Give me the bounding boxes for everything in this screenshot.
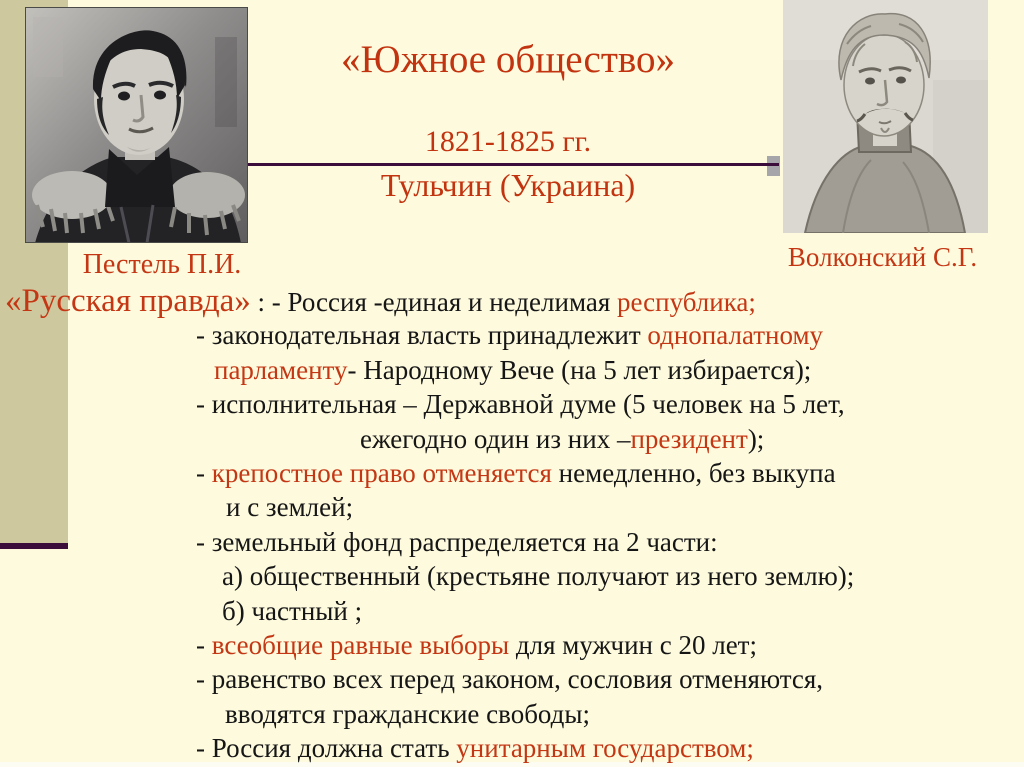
body-segment: республика;	[617, 287, 756, 317]
body-line	[0, 422, 1024, 456]
body-segment: однопалатному	[647, 320, 824, 351]
pestel-caption: Пестель П.И.	[82, 249, 242, 280]
body-segment: );	[747, 423, 765, 454]
body-segment: -	[196, 629, 212, 660]
body-line	[0, 318, 1024, 352]
body-segment: вводятся гражданские свободы;	[225, 698, 591, 729]
volkonsky-portrait-image	[783, 0, 988, 233]
body-line	[0, 387, 1024, 421]
body-segment: парламенту	[214, 354, 348, 385]
body-segment: - Народному Вече (на 5 лет избирается);	[347, 354, 812, 385]
body-line	[0, 628, 1024, 662]
body-line	[0, 353, 1024, 387]
body-segment: ежегодно один из них –	[360, 423, 631, 454]
body-line	[0, 697, 1024, 731]
body-line	[0, 525, 1024, 559]
body-segment: - земельный фонд распределяется на 2 части:	[196, 526, 718, 557]
slide-location: Тульчин (Украина)	[380, 167, 636, 203]
body-line	[0, 594, 1024, 628]
body-segment: всеобщие равные выборы	[211, 629, 510, 660]
body-segment: и с землей;	[226, 492, 354, 523]
body-segment: - исполнительная – Державной думе (5 человек на 5 лет,	[196, 389, 845, 420]
body-line	[0, 456, 1024, 490]
body-text	[0, 284, 1024, 765]
pestel-portrait-image	[25, 7, 248, 243]
body-line	[0, 490, 1024, 524]
body-segment: б) частный ;	[222, 595, 363, 626]
divider-end-marker	[767, 156, 780, 176]
body-segment: немедленно, без выкупа	[551, 457, 836, 488]
body-segment: - законодательная власть принадлежит	[196, 320, 648, 351]
body-segment: президент	[630, 423, 748, 454]
body-segment: «Русская правда»	[5, 283, 251, 319]
body-segment: унитарным государством;	[456, 733, 754, 764]
body-line	[0, 559, 1024, 593]
body-segment: а) общественный (крестьяне получают из него землю);	[222, 561, 855, 592]
volkonsky-caption: Волконский С.Г.	[787, 242, 978, 272]
body-segment: : - Россия -единая и неделимая	[250, 287, 617, 317]
body-line	[0, 662, 1024, 696]
body-segment: крепостное право отменяется	[211, 457, 552, 488]
body-segment: -	[196, 457, 212, 488]
slide-years: 1821-1825 гг.	[424, 125, 592, 158]
body-line	[0, 284, 1024, 318]
body-segment: - Россия должна стать	[196, 733, 457, 764]
body-segment: для мужчин с 20 лет;	[509, 629, 757, 660]
slide-title: «Южное общество»	[340, 38, 676, 81]
title-divider-line	[248, 163, 779, 166]
body-line	[0, 731, 1024, 765]
body-segment: - равенство всех перед законом, сословия отменяются,	[196, 664, 824, 695]
